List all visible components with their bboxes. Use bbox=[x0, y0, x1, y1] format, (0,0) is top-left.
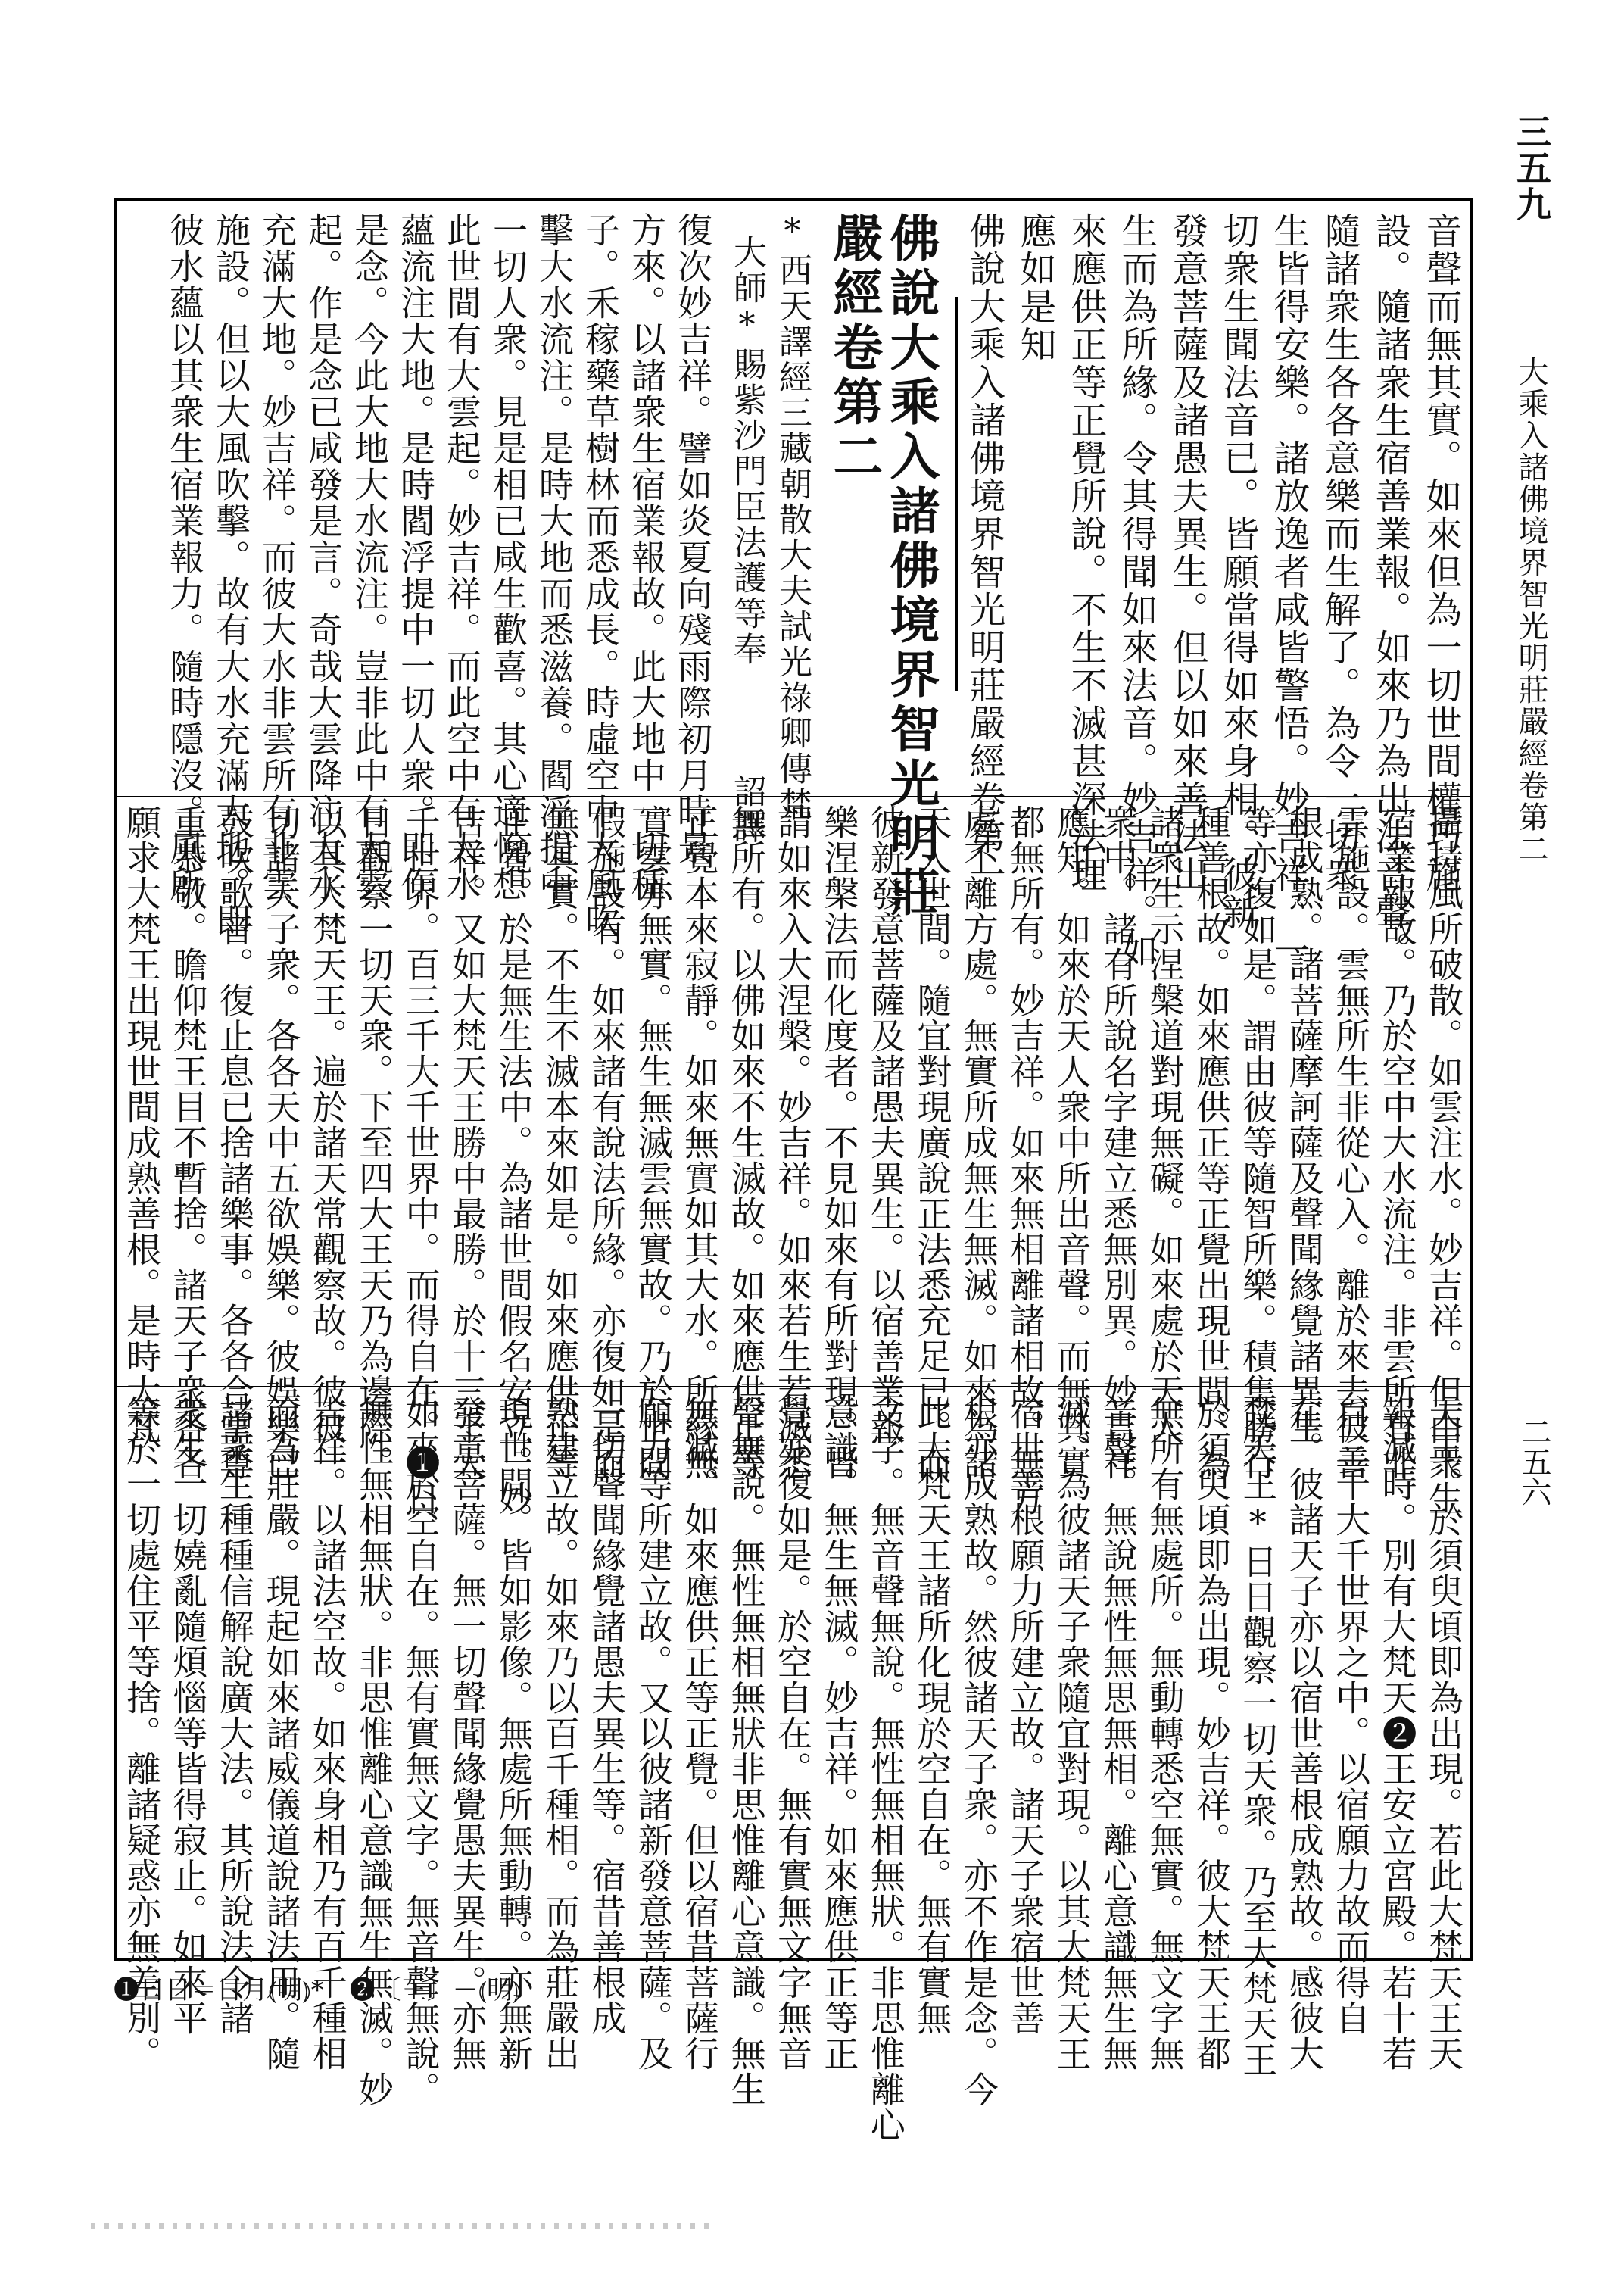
scroll-title: 佛說大乘入諸佛境界智光明莊 bbox=[881, 212, 940, 921]
text-column: 無其實。不生不滅本來如是。如來應供正等 bbox=[539, 804, 581, 1481]
text-column: 攝持風所破散。如雲注水。妙吉祥。但由衆生 bbox=[1423, 804, 1464, 1516]
text-column: 無所有。以佛如來不生滅故。如來應供正等 bbox=[725, 804, 767, 1481]
frame-right bbox=[1470, 198, 1473, 1959]
scroll-title-cont: 嚴經卷第二 bbox=[824, 212, 884, 485]
text-column: 日觀察一切天衆。下至四大王天乃為邊際。 bbox=[354, 804, 395, 1481]
text-column: 以其大梵天王。遍於諸天常觀察故。彼彼一 bbox=[307, 804, 348, 1481]
text-column: 百三千大千世界之中。以宿願力故而得自 bbox=[1330, 1395, 1372, 2036]
text-column: 假施設有。如來諸有說法所緣。亦復如是而 bbox=[586, 804, 628, 1481]
text-column: 吉祥。又如大梵天王勝中最勝。於十三千大 bbox=[447, 804, 488, 1481]
page-number: 二五六 bbox=[1516, 1416, 1551, 1507]
text-column: 是念。今此大地大水流注。豈非此中有大雲 bbox=[349, 212, 390, 903]
scan-dots bbox=[91, 2223, 712, 2229]
text-column: 聲無說。無性無相無狀非思惟離心意識。無生 bbox=[725, 1395, 767, 2107]
text-column: 無所有無處所。無動轉悉空無實。無文字無 bbox=[1144, 1395, 1186, 2071]
footnote: ❶日日＝日月⦅明⦆* ❷〔王〕－⦅明⦆ bbox=[114, 1975, 522, 2005]
text-column: 現世間。皆如影像。無處所無動轉。亦無新 bbox=[493, 1395, 535, 2071]
text-column: 吉祥。以諸法空故。如來身相乃有百千種相 bbox=[307, 1395, 348, 2071]
text-column: 彼新發意菩薩及諸愚夫異生。以宿善業報 bbox=[865, 804, 906, 1445]
text-column: 隨諸衆生各各意樂而生解了。為令一切衆 bbox=[1318, 212, 1361, 894]
text-column: 一切聲聞緣覺諸愚夫異生等。宿昔善根成 bbox=[586, 1395, 628, 2036]
text-column: 願求大梵王出現世間成熟善根。是時大梵 bbox=[121, 804, 162, 1445]
text-column: 文字。無音聲無說。無性無相無狀。非思惟離心 bbox=[865, 1395, 906, 2142]
text-column: 實雲亦無實。無生無滅雲無實故。乃於世間 bbox=[632, 804, 674, 1481]
text-column: 來應供正等正覺所說。不生不滅甚深法理 bbox=[1064, 212, 1107, 894]
text-column: 樂涅槃法而化度者。不見如來有所對現。皆 bbox=[818, 804, 860, 1481]
text-column: 發意菩薩。無一切聲聞緣覺愚夫異生。亦無 bbox=[447, 1395, 488, 2071]
text-column: 應如是知 bbox=[1014, 212, 1056, 364]
text-column: 方來。以諸衆生宿業報故。此大地中一切種 bbox=[626, 212, 667, 903]
text-column: 報滅時。別有大梵天❷王安立宮殿。若十若 bbox=[1376, 1395, 1418, 2071]
text-column: 意識。無生無滅。妙吉祥。如來應供正等正 bbox=[818, 1395, 860, 2071]
text-column: 天王。於須臾頃即為出現。若此大梵天王天 bbox=[1423, 1395, 1464, 2071]
text-column: 願力等所建立故。又以彼諸新發意菩薩。及 bbox=[632, 1395, 674, 2071]
text-column: 根成熟。諸菩薩摩訶薩及聲聞緣覺諸異生 bbox=[1283, 804, 1325, 1445]
text-column: 如來於空自在。無有實無文字。無音聲無說。 bbox=[400, 1395, 441, 2107]
translator-line: 大師*賜紫沙門臣法護等奉 詔譯 bbox=[728, 235, 766, 845]
text-column: 重恭敬。瞻仰梵王目不暫捨。諸天子衆各各 bbox=[167, 804, 209, 1481]
text-column: 音聲而無其實。如來但為一切世間權巧施 bbox=[1420, 212, 1462, 894]
translator-line: *西天譯經三藏朝散大夫試光祿卿傳梵 bbox=[773, 212, 812, 822]
text-column: 音聲。無說無性無思無相。離心意識無生無 bbox=[1098, 1395, 1139, 2071]
text-column: 熟建立故。如來乃以百千種相。而為莊嚴出 bbox=[539, 1395, 581, 2071]
text-column: 在。彼諸天子亦以宿世善根成熟故。感彼大 bbox=[1283, 1395, 1325, 2071]
text-column: 種善根故。如來應供正等正覺出現世間。為 bbox=[1190, 804, 1232, 1481]
text-column: 發意菩薩及諸愚夫異生。但以如來善法出 bbox=[1166, 212, 1208, 894]
text-column: 蘊流注大地。是時閻浮提中一切人衆。即作 bbox=[395, 212, 436, 903]
text-column: 諸衆生示涅槃道對現無礙。如來處於天人 bbox=[1144, 804, 1186, 1445]
text-column: 生皆得安樂。諸放逸者咸皆警悟。妙吉祥。一 bbox=[1267, 212, 1310, 969]
text-column: 根亦成熟故。然彼諸天子衆。亦不作是念。今 bbox=[958, 1395, 999, 2107]
text-column: 於須臾頃即為出現。妙吉祥。彼大梵天王都 bbox=[1190, 1395, 1232, 2071]
text-column: 衆生一切嬈亂隨煩惱等皆得寂止。如來平 bbox=[167, 1395, 209, 2036]
text-column: 彼水蘊以其衆生宿業報力。隨時隱沒。風所 bbox=[164, 212, 205, 903]
running-title: 大乘入諸佛境界智光明莊嚴經卷第二 bbox=[1513, 356, 1548, 865]
text-column: 滅。為彼諸天子衆隨宜對現。以其大梵天王 bbox=[1051, 1395, 1093, 2071]
volume-mark: 三五九 bbox=[1511, 114, 1552, 223]
text-column: 復次妙吉祥。譬如炎夏向殘雨際初月時景 bbox=[672, 212, 713, 866]
text-column: 都無所有。妙吉祥。如來無相離諸相故。無方 bbox=[1005, 804, 1046, 1516]
text-column: 宿世善根願力所建立故。諸天子衆宿世善 bbox=[1005, 1395, 1046, 2036]
text-column: 施設。但以大風吹擊。故有大水充滿大地。即 bbox=[210, 212, 251, 939]
text-column: 生而為所緣。令其得聞如來法音。妙吉祥。如 bbox=[1115, 212, 1158, 969]
text-column: 處不離方處。無實所成無生無滅。如來為諸 bbox=[958, 804, 999, 1481]
frame-left bbox=[114, 198, 117, 1959]
text-column: 充滿大地。妙吉祥。而彼大水非雲所有非雲 bbox=[257, 212, 298, 903]
text-column: 天人世間。隨宜對現廣說正法悉充足已。而 bbox=[912, 804, 953, 1481]
text-column: 衆中。諸有所說名字建立悉無別異。妙吉祥 bbox=[1098, 804, 1139, 1481]
text-column: 雲施設。雲無所生非從心入。離於來去彼善 bbox=[1330, 804, 1372, 1481]
text-column: 覺亦復如是。於空自在。無有實無文字無音 bbox=[772, 1395, 813, 2071]
text-column: 起。作是念已咸發是言。奇哉大雲降注大水 bbox=[303, 212, 344, 903]
text-column: 梵天王*日日觀察一切天衆。乃至大梵天王 bbox=[1237, 1395, 1279, 2077]
text-column: 應知。如來於天人衆中所出音聲。而無其實 bbox=[1051, 804, 1093, 1481]
text-column: 正覺本來寂靜。如來無實如其大水。所緣無 bbox=[679, 804, 721, 1481]
text-column: 此世間有大雲起。妙吉祥。而此空中有大水 bbox=[441, 212, 482, 903]
text-column: 子。禾稼藥草樹林而悉成長。時虛空中大風吹 bbox=[580, 212, 621, 939]
sutra-end-rule bbox=[955, 297, 958, 691]
text-column: 千世界。百三千大千世界中。而得自在。❶日 bbox=[400, 804, 441, 1516]
text-column: 擊大水流注。是時大地而悉滋養。閻浮提中 bbox=[534, 212, 575, 903]
text-column: 切諸天子衆。各各天中五欲娛樂。彼娛樂已 bbox=[260, 804, 302, 1481]
text-column: 無性無相無狀。非思惟離心意識無生無滅。妙 bbox=[354, 1395, 395, 2107]
text-column: 等於一切處住平等捨。離諸疑惑亦無差別。 bbox=[121, 1395, 162, 2071]
frame-top bbox=[114, 198, 1473, 201]
text-column: 而為莊嚴。現起如來諸威儀道說諸法用。隨 bbox=[260, 1395, 302, 2071]
text-column: 切衆生聞法音已。皆願當得如來身相。彼新 bbox=[1217, 212, 1259, 932]
text-column: 鼓吹歌音。復止息已捨諸樂事。各各合掌尊 bbox=[214, 804, 255, 1481]
text-column: 諸衆生種種信解說廣大法。其所說法令諸 bbox=[214, 1395, 255, 2036]
text-column: 謂如來入大涅槃。妙吉祥。如來若生若滅悉 bbox=[772, 804, 813, 1481]
text-column: 設。隨諸衆生宿善業報。如來乃為出法音聲。 bbox=[1369, 212, 1411, 969]
text-column: 等亦復如是。謂由彼等隨智所樂。積集勝行 bbox=[1237, 804, 1279, 1481]
text-column: 一切人衆。見是相已咸生歡喜。其心適悅想 bbox=[488, 212, 528, 903]
text-column: 無滅。如來應供正等正覺。但以宿昔菩薩行 bbox=[679, 1395, 721, 2071]
text-column: 正覺。於是無生法中。為諸世間假名安立。妙 bbox=[493, 804, 535, 1516]
text-column: 此大梵天王諸所化現於空自在。無有實無 bbox=[912, 1395, 953, 2036]
sutra-end-title: 佛說大乘入諸佛境界智光明莊嚴經卷第一 bbox=[963, 212, 1005, 894]
text-column: 宿業報故。乃於空中大水流注。非雲所有非 bbox=[1376, 804, 1418, 1481]
